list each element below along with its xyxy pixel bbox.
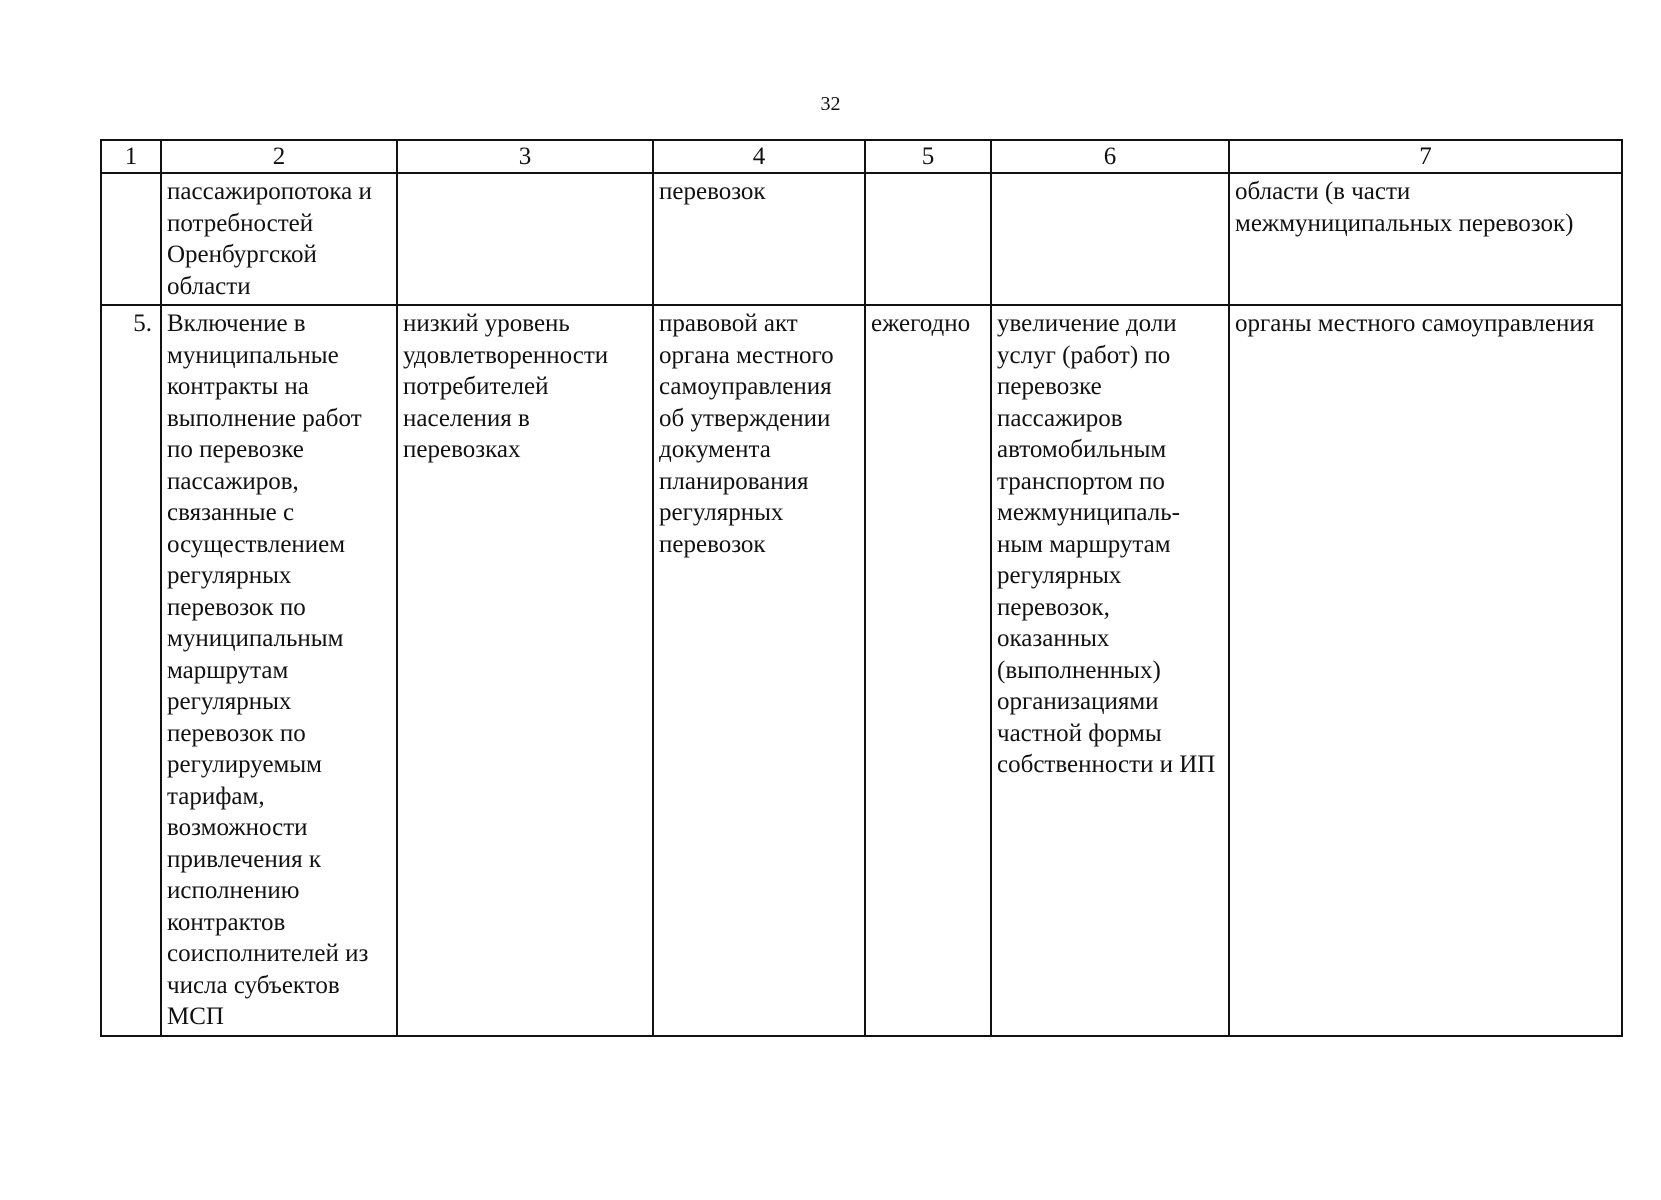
continuation-row-document-text: перевозок: [659, 178, 766, 205]
column-number-row: [101, 140, 1622, 173]
row5-responsible: [1229, 305, 1622, 1036]
continuation-row-measure: [161, 173, 397, 305]
column-header-7: 7: [1229, 140, 1622, 173]
page-number: 32: [820, 93, 841, 115]
row5-deadline-text: ежегодно: [871, 310, 971, 337]
continuation-row-responsible-text: области (в части межмуниципальных перевозок): [1235, 178, 1574, 237]
column-header-1: 1: [101, 140, 161, 173]
continuation-row-result: [991, 173, 1229, 305]
continuation-row-measure-text: пассажиропотока и потребностей Оренбургской области: [167, 178, 372, 300]
row5-result-text: увеличение доли услуг (работ) по перевозке пассажиров автомобильным транспортом по межмуниципаль-ным маршрутам регулярных перевозок, оказанных (выполненных) организациями частной формы собственности и ИП: [997, 310, 1216, 778]
row5-document-text: правовой акт органа местного самоуправления об утверждении документа планирования регулярных перевозок: [659, 310, 834, 558]
continuation-row-document: [653, 173, 865, 305]
table-row-5: [101, 305, 1622, 1036]
column-header-2: 2: [161, 140, 397, 173]
row5-problem-text: низкий уровень удовлетворенности потребителей населения в перевозках: [403, 310, 609, 463]
row5-document: [653, 305, 865, 1036]
row5-responsible-text: органы местного самоуправления: [1235, 310, 1595, 337]
column-header-4: 4: [653, 140, 865, 173]
column-header-5: 5: [865, 140, 991, 173]
continuation-row: [101, 173, 1622, 305]
row5-problem: [397, 305, 653, 1036]
row5-result: [991, 305, 1229, 1036]
column-header-6: 6: [991, 140, 1229, 173]
row5-deadline: [865, 305, 991, 1036]
row5-measure: [161, 305, 397, 1036]
continuation-row-responsible: [1229, 173, 1622, 305]
column-header-3: 3: [397, 140, 653, 173]
continuation-row-problem: [397, 173, 653, 305]
continuation-row-deadline: [865, 173, 991, 305]
measures-table: [100, 139, 1623, 1037]
continuation-row-num: [101, 173, 161, 305]
row5-number: 5.: [101, 305, 161, 1036]
row5-measure-text: Включение в муниципальные контракты на выполнение работ по перевозке пассажиров, связанные с осуществлением регулярных перевозок по муниципальным маршрутам регулярных перевозок по регулируемым тарифам, возможности привлечения к исполнению контрактов соисполнителей из числа субъектов МСП: [167, 310, 369, 1030]
